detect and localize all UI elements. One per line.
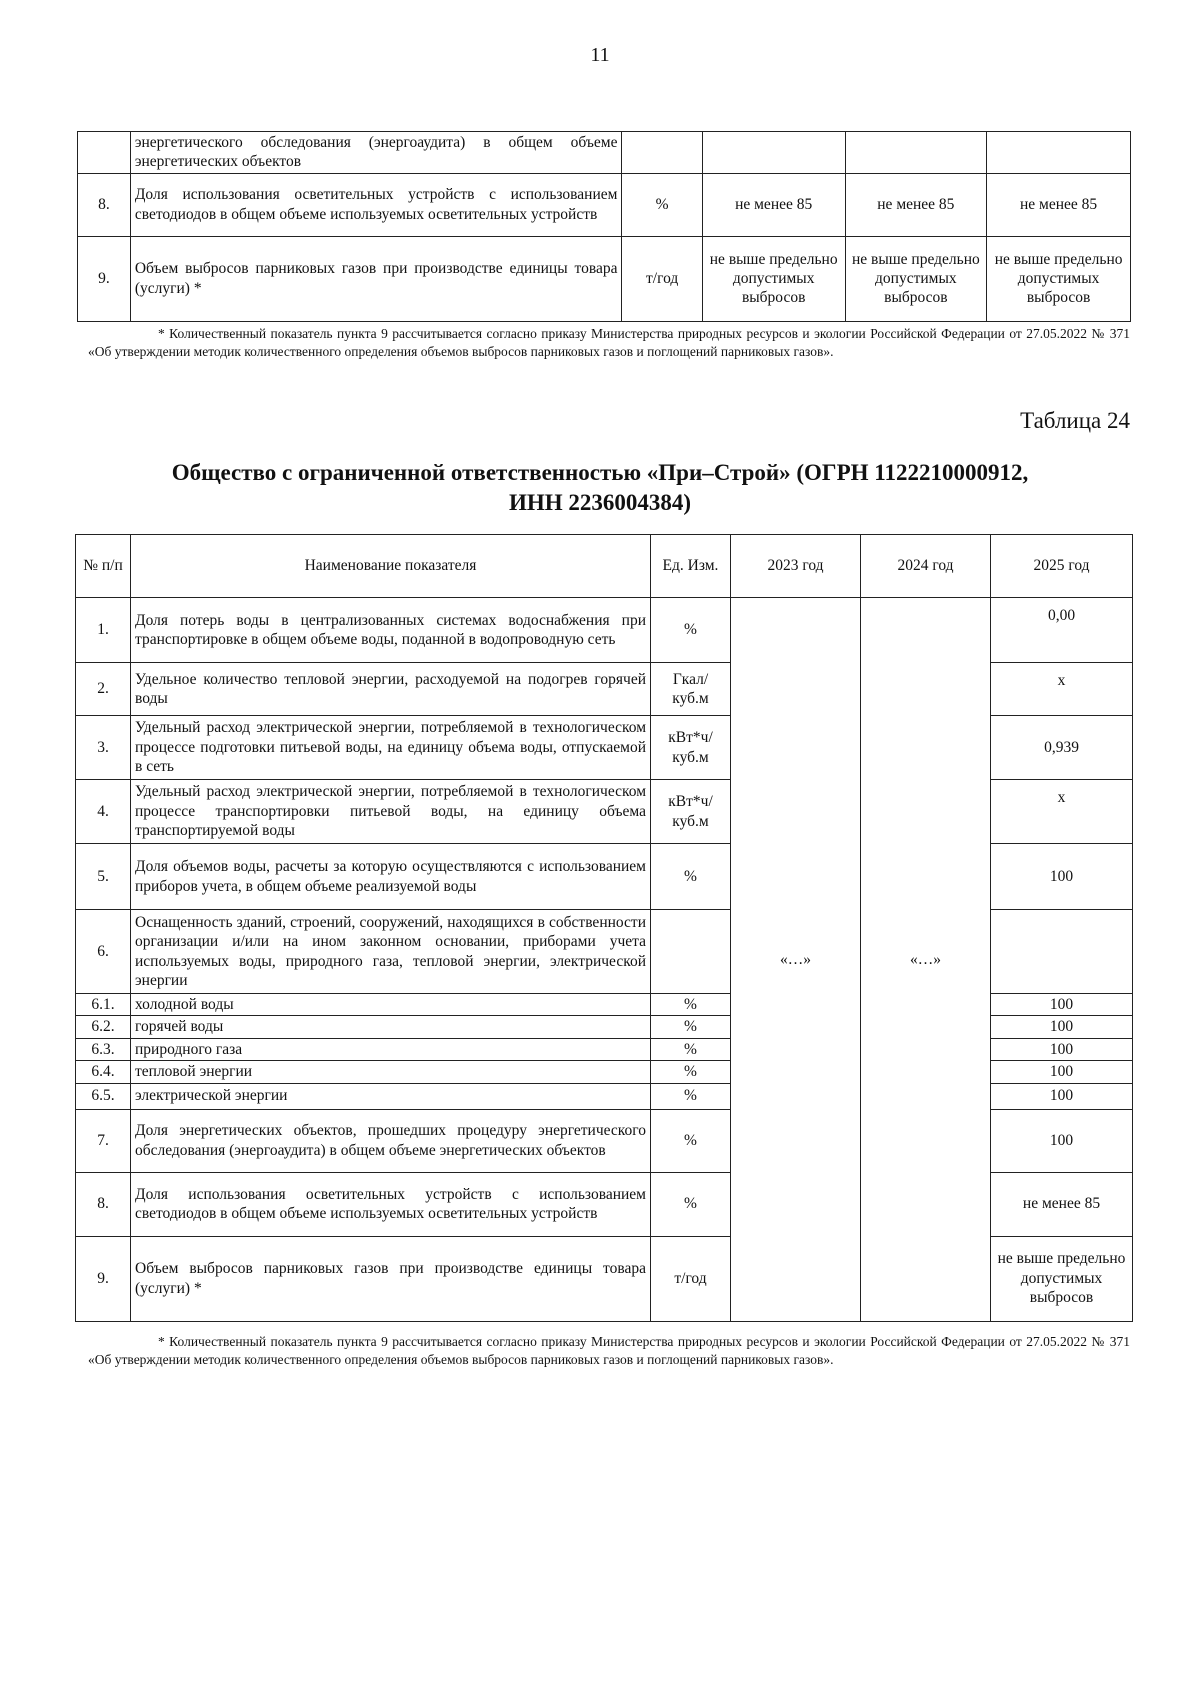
value-2025: 100	[991, 1109, 1133, 1172]
value-2025: х	[991, 780, 1133, 844]
row-number: 6.5.	[76, 1083, 131, 1109]
header-2025: 2025 год	[991, 535, 1133, 598]
table-row	[78, 173, 1131, 236]
value-2025	[987, 132, 1131, 174]
header-name: Наименование показателя	[131, 535, 651, 598]
value-2025: 100	[991, 1016, 1133, 1038]
row-number: 6.	[76, 910, 131, 994]
footnote-text: * Количественный показатель пункта 9 рассчитывается согласно приказу Министерства природных ресурсов и экологии Российской Федерации от 27.05.2022 № 371 «Об утверждении методик количественного определения объемов выбросов парниковых газов и поглощений парниковых газов».	[88, 326, 1130, 360]
table-row	[76, 598, 1133, 663]
value-2025: х	[991, 663, 1133, 716]
unit: т/год	[622, 236, 702, 321]
unit: кВт*ч/ куб.м	[651, 716, 731, 780]
unit: %	[651, 1038, 731, 1060]
row-number: 8.	[78, 173, 131, 236]
indicator-name: Оснащенность зданий, строений, сооружений, находящихся в собственности организации и/или на ином законном основании, приборами учета используемых воды, природного газа, тепловой энергии, электрической энергии	[131, 910, 651, 994]
row-number: 7.	[76, 1109, 131, 1172]
continuation-table	[77, 131, 1131, 322]
indicator-name: горячей воды	[131, 1016, 651, 1038]
indicator-name: Доля использования осветительных устройств с использованием светодиодов в общем объеме используемых осветительных устройств	[130, 173, 622, 236]
merged-2024-value: «…»	[861, 598, 991, 1322]
header-number: № п/п	[76, 535, 131, 598]
row-number: 6.1.	[76, 994, 131, 1016]
unit: %	[651, 1016, 731, 1038]
indicator-name: Доля энергетических объектов, прошедших процедуру энергетического обследования (энергоаудита) в общем объеме энергетических объектов	[131, 1109, 651, 1172]
value-2025: не менее 85	[991, 1172, 1133, 1236]
table-row	[78, 132, 1131, 174]
value-2025: 100	[991, 1038, 1133, 1060]
row-number: 4.	[76, 780, 131, 844]
row-number: 6.4.	[76, 1061, 131, 1083]
value-2025: не выше предельно допустимых выбросов	[991, 1236, 1133, 1321]
indicator-name: холодной воды	[131, 994, 651, 1016]
unit: %	[651, 1109, 731, 1172]
indicator-name: энергетического обследования (энергоаудита) в общем объеме энергетических объектов	[130, 132, 622, 174]
value-2024: не выше предельно допустимых выбросов	[845, 236, 987, 321]
unit: %	[622, 173, 702, 236]
value-2025	[991, 910, 1133, 994]
indicator-name: природного газа	[131, 1038, 651, 1060]
row-number: 8.	[76, 1172, 131, 1236]
unit: %	[651, 1083, 731, 1109]
unit: %	[651, 598, 731, 663]
indicator-name: электрической энергии	[131, 1083, 651, 1109]
value-2023	[702, 132, 845, 174]
row-number: 3.	[76, 716, 131, 780]
value-2025: 0,939	[991, 716, 1133, 780]
value-2025: 100	[991, 1083, 1133, 1109]
indicator-name: Доля объемов воды, расчеты за которую осуществляются с использованием приборов учета, в общем объеме реализуемой воды	[131, 844, 651, 910]
heading-line-2: ИНН 2236004384)	[508, 489, 692, 515]
unit: т/год	[651, 1236, 731, 1321]
value-2023: не выше предельно допустимых выбросов	[702, 236, 845, 321]
indicator-name: Доля использования осветительных устройств с использованием светодиодов в общем объеме используемых осветительных устройств	[131, 1172, 651, 1236]
indicator-name: Доля потерь воды в централизованных системах водоснабжения при транспортировке в общем объеме воды, поданной в водопроводную сеть	[131, 598, 651, 663]
merged-2023-value: «…»	[731, 598, 861, 1322]
value-2025: 100	[991, 994, 1133, 1016]
value-2025: 100	[991, 1061, 1133, 1083]
indicator-name: тепловой энергии	[131, 1061, 651, 1083]
unit: Гкал/ куб.м	[651, 663, 731, 716]
row-number: 6.2.	[76, 1016, 131, 1038]
header-2023: 2023 год	[731, 535, 861, 598]
header-2024: 2024 год	[861, 535, 991, 598]
header-unit: Ед. Изм.	[651, 535, 731, 598]
value-2025: 0,00	[991, 598, 1133, 663]
indicator-name: Удельный расход электрической энергии, потребляемой в технологическом процессе транспортировки питьевой воды, на единицу объема транспортируемой воды	[131, 780, 651, 844]
value-2024: не менее 85	[845, 173, 987, 236]
row-number: 6.3.	[76, 1038, 131, 1060]
unit	[622, 132, 702, 174]
value-2024	[845, 132, 987, 174]
heading-line-1: Общество с ограниченной ответственностью «При–Строй» (ОГРН 1122210000912,	[171, 460, 1029, 485]
footnote	[88, 325, 1130, 361]
indicator-name: Объем выбросов парниковых газов при производстве единицы товара (услуги) *	[131, 1236, 651, 1321]
footnote	[88, 1333, 1130, 1369]
unit: %	[651, 994, 731, 1016]
unit: %	[651, 1172, 731, 1236]
row-number: 9.	[78, 236, 131, 321]
value-2023: не менее 85	[702, 173, 845, 236]
table-row	[78, 236, 1131, 321]
value-2025: не выше предельно допустимых выбросов	[987, 236, 1131, 321]
indicator-name: Удельный расход электрической энергии, потребляемой в технологическом процессе подготовки питьевой воды, на единицу объема воды, отпускаемой в сеть	[131, 716, 651, 780]
row-number	[78, 132, 131, 174]
footnote-text: * Количественный показатель пункта 9 рассчитывается согласно приказу Министерства природных ресурсов и экологии Российской Федерации от 27.05.2022 № 371 «Об утверждении методик количественного определения объемов выбросов парниковых газов и поглощений парниковых газов».	[88, 1334, 1130, 1368]
indicators-table	[75, 534, 1133, 1322]
value-2025: не менее 85	[987, 173, 1131, 236]
page-number: 11	[590, 44, 610, 66]
organization-heading	[100, 458, 1100, 518]
unit: кВт*ч/ куб.м	[651, 780, 731, 844]
indicator-name: Удельное количество тепловой энергии, расходуемой на подогрев горячей воды	[131, 663, 651, 716]
row-number: 9.	[76, 1236, 131, 1321]
row-number: 5.	[76, 844, 131, 910]
value-2025: 100	[991, 844, 1133, 910]
row-number: 2.	[76, 663, 131, 716]
row-number: 1.	[76, 598, 131, 663]
unit: %	[651, 1061, 731, 1083]
table-label: Таблица 24	[1020, 408, 1130, 433]
table-header-row	[76, 535, 1133, 598]
indicator-name: Объем выбросов парниковых газов при производстве единицы товара (услуги) *	[130, 236, 622, 321]
unit	[651, 910, 731, 994]
unit: %	[651, 844, 731, 910]
